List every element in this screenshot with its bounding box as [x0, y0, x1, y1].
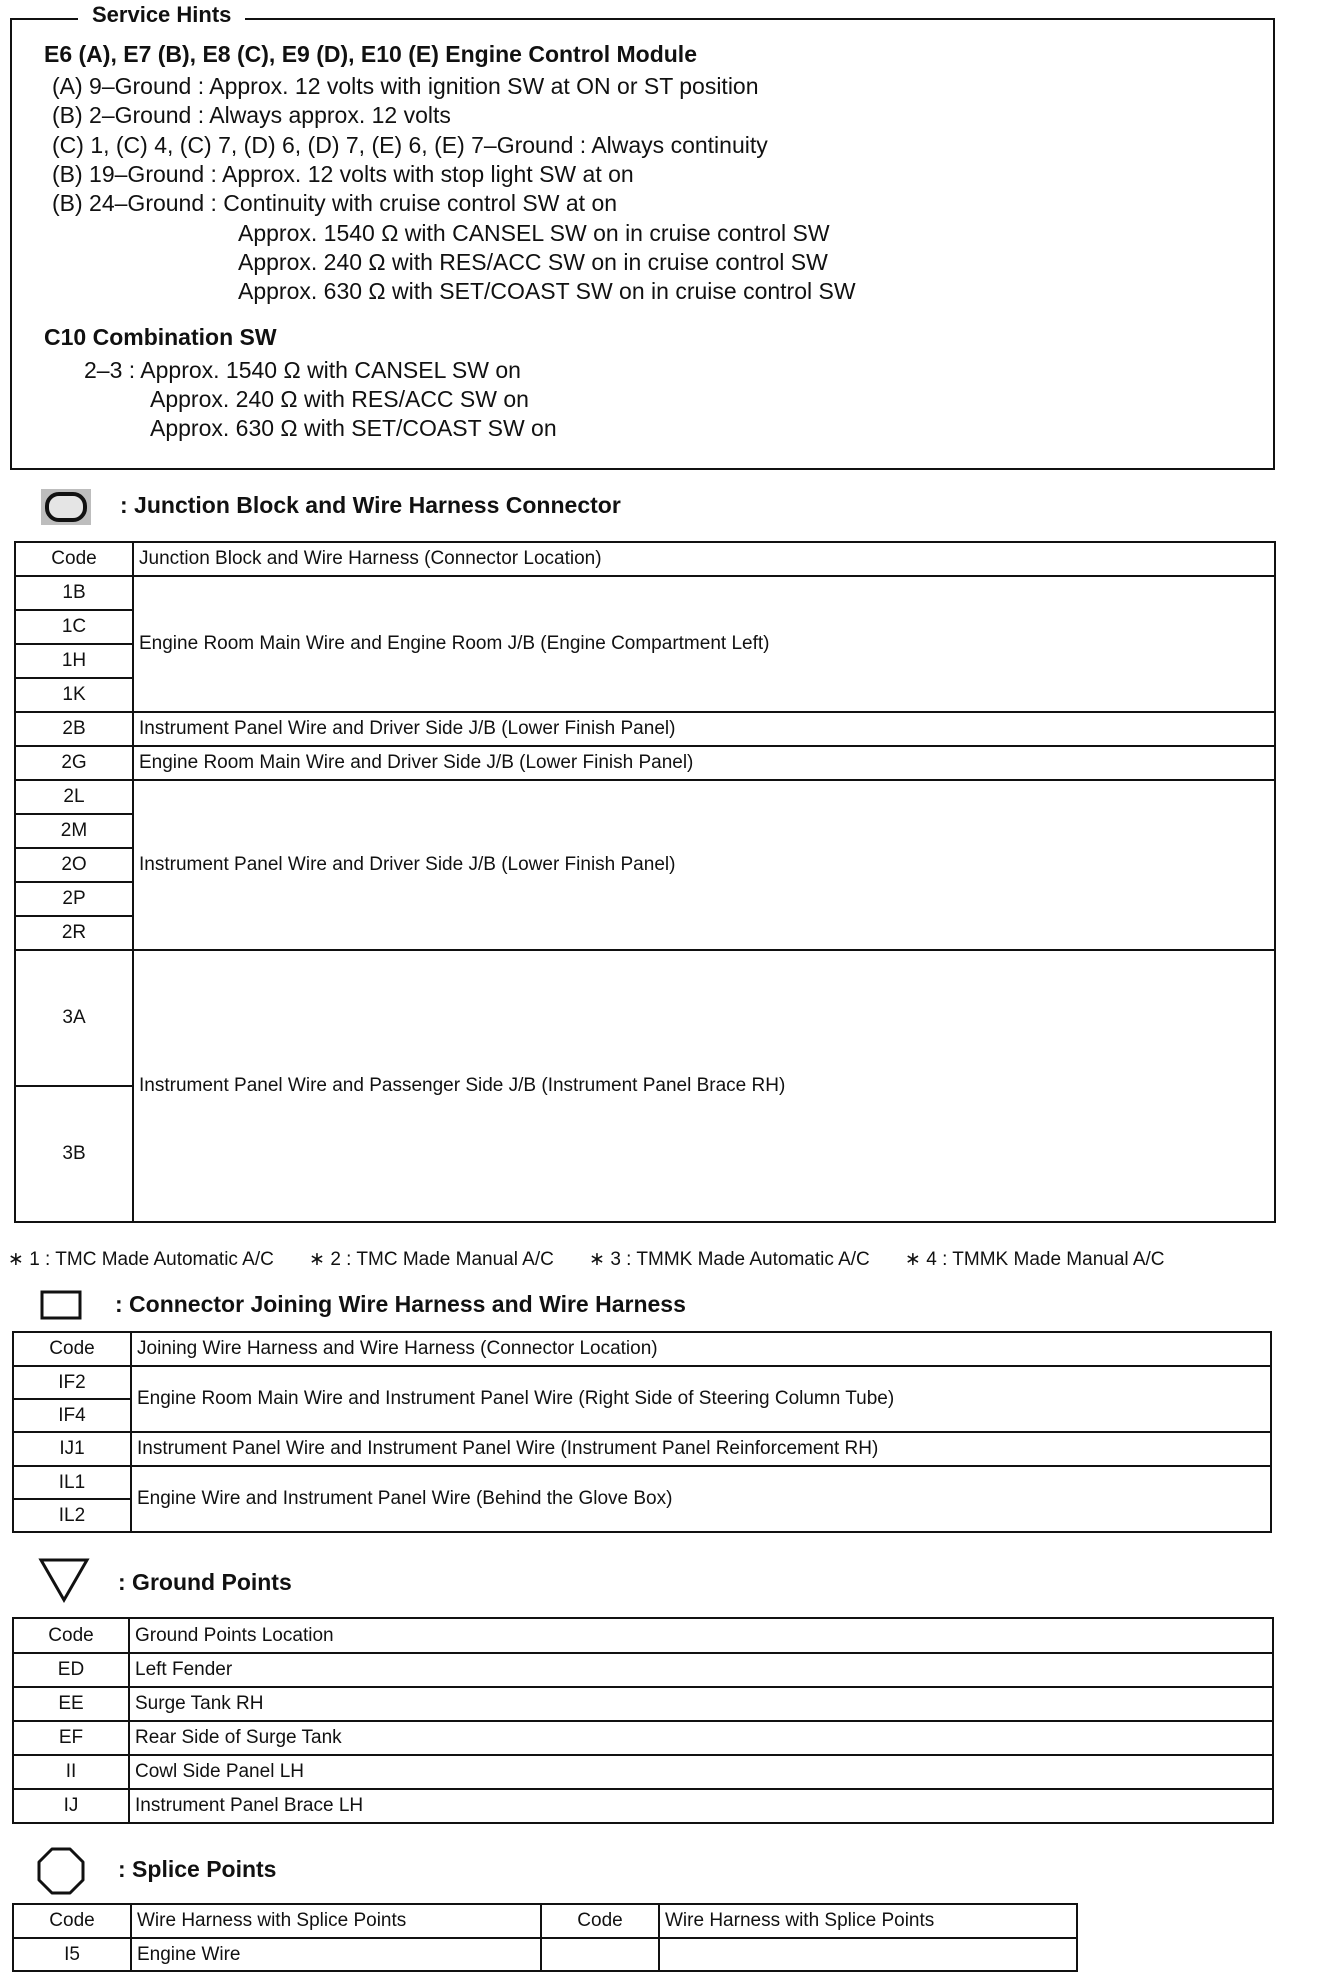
c10-line: 2–3 : Approx. 1540 Ω with CANSEL SW on [84, 357, 521, 383]
ground-location: Rear Side of Surge Tank [129, 1721, 1273, 1755]
header-code: Code [15, 542, 133, 576]
footnotes [8, 1248, 1195, 1271]
table-row [15, 576, 1275, 610]
ecm-line: Approx. 240 Ω with RES/ACC SW on in cruise control SW [238, 249, 828, 275]
connector-code: IL1 [13, 1466, 131, 1499]
junction-location: Engine Room Main Wire and Engine Room J/B (Engine Compartment Left) [133, 576, 1275, 712]
ground-code: IJ [13, 1789, 129, 1823]
junction-section-title: : Junction Block and Wire Harness Connector [120, 492, 621, 518]
footnote: ∗ 4 : TMMK Made Manual A/C [905, 1249, 1165, 1270]
connector-code: IF2 [13, 1366, 131, 1399]
table-row [13, 1687, 1273, 1721]
splice-code [541, 1938, 659, 1971]
ground-location: Left Fender [129, 1653, 1273, 1687]
ecm-line: (A) 9–Ground : Approx. 12 volts with ignition SW at ON or ST position [52, 73, 759, 99]
ground-code: EE [13, 1687, 129, 1721]
junction-code: 2M [15, 814, 133, 848]
connector-icon [40, 1290, 82, 1320]
table-row [13, 1466, 1271, 1499]
header-location: Junction Block and Wire Harness (Connector Location) [133, 542, 1275, 576]
junction-code: 1K [15, 678, 133, 712]
table-row [13, 1432, 1271, 1466]
connector-code: IJ1 [13, 1432, 131, 1466]
junction-location: Instrument Panel Wire and Driver Side J/B (Lower Finish Panel) [133, 712, 1275, 746]
junction-location: Instrument Panel Wire and Passenger Side J/B (Instrument Panel Brace RH) [133, 950, 1275, 1222]
footnote: ∗ 3 : TMMK Made Automatic A/C [589, 1249, 870, 1270]
connector-section-title: : Connector Joining Wire Harness and Wire Harness [115, 1291, 686, 1317]
table-row [15, 712, 1275, 746]
connector-table [12, 1331, 1272, 1533]
ground-code: ED [13, 1653, 129, 1687]
header-location: Joining Wire Harness and Wire Harness (Connector Location) [131, 1332, 1271, 1366]
ecm-line: (B) 19–Ground : Approx. 12 volts with stop light SW at on [52, 161, 634, 187]
connector-code: IF4 [13, 1399, 131, 1432]
junction-code: 2B [15, 712, 133, 746]
junction-location: Instrument Panel Wire and Driver Side J/B (Lower Finish Panel) [133, 780, 1275, 950]
header-code: Code [13, 1332, 131, 1366]
c10-line: Approx. 240 Ω with RES/ACC SW on [150, 386, 529, 412]
ecm-line: (C) 1, (C) 4, (C) 7, (D) 6, (D) 7, (E) 6, (E) 7–Ground : Always continuity [52, 132, 768, 158]
junction-code: 2G [15, 746, 133, 780]
connector-code: IL2 [13, 1499, 131, 1532]
ecm-line: Approx. 630 Ω with SET/COAST SW on in cruise control SW [238, 278, 856, 304]
c10-heading: C10 Combination SW [44, 324, 277, 350]
table-row [13, 1366, 1271, 1399]
junction-code: 1H [15, 644, 133, 678]
connector-location: Instrument Panel Wire and Instrument Panel Wire (Instrument Panel Reinforcement RH) [131, 1432, 1271, 1466]
junction-code: 1C [15, 610, 133, 644]
junction-code: 2P [15, 882, 133, 916]
junction-code: 3A [15, 950, 133, 1086]
junction-block-icon [40, 488, 92, 526]
ecm-line: (B) 24–Ground : Continuity with cruise control SW at on [52, 190, 618, 216]
ground-code: II [13, 1755, 129, 1789]
header-code: Code [541, 1904, 659, 1938]
ground-location: Cowl Side Panel LH [129, 1755, 1273, 1789]
splice-point-icon [36, 1846, 86, 1896]
table-header-row [13, 1332, 1271, 1366]
service-hints-title: Service Hints [78, 2, 245, 28]
junction-code: 1B [15, 576, 133, 610]
junction-location: Engine Room Main Wire and Driver Side J/B (Lower Finish Panel) [133, 746, 1275, 780]
table-row [15, 746, 1275, 780]
footnote: ∗ 2 : TMC Made Manual A/C [309, 1249, 554, 1270]
ecm-line: Approx. 1540 Ω with CANSEL SW on in cruise control SW [238, 220, 830, 246]
header-code: Code [13, 1904, 131, 1938]
table-row [13, 1653, 1273, 1687]
header-harness: Wire Harness with Splice Points [131, 1904, 541, 1938]
ground-section-title: : Ground Points [118, 1569, 292, 1595]
connector-location: Engine Room Main Wire and Instrument Panel Wire (Right Side of Steering Column Tube) [131, 1366, 1271, 1432]
junction-table [14, 541, 1276, 1223]
ground-code: EF [13, 1721, 129, 1755]
connector-location: Engine Wire and Instrument Panel Wire (Behind the Glove Box) [131, 1466, 1271, 1532]
table-row [13, 1755, 1273, 1789]
header-harness: Wire Harness with Splice Points [659, 1904, 1077, 1938]
table-header-row [15, 542, 1275, 576]
table-row [15, 950, 1275, 1086]
junction-code: 3B [15, 1086, 133, 1222]
table-row [13, 1938, 1077, 1971]
table-header-row [13, 1618, 1273, 1653]
header-location: Ground Points Location [129, 1618, 1273, 1653]
splice-section-title: : Splice Points [118, 1856, 277, 1882]
table-header-row [13, 1904, 1077, 1938]
table-row [15, 780, 1275, 814]
splice-harness [659, 1938, 1077, 1971]
junction-code: 2L [15, 780, 133, 814]
junction-code: 2R [15, 916, 133, 950]
splice-harness: Engine Wire [131, 1938, 541, 1971]
ground-point-icon [38, 1557, 90, 1603]
splice-code: I5 [13, 1938, 131, 1971]
ecm-heading: E6 (A), E7 (B), E8 (C), E9 (D), E10 (E) Engine Control Module [44, 41, 697, 67]
table-row [13, 1789, 1273, 1823]
junction-code: 2O [15, 848, 133, 882]
table-row [13, 1721, 1273, 1755]
ground-location: Surge Tank RH [129, 1687, 1273, 1721]
c10-line: Approx. 630 Ω with SET/COAST SW on [150, 415, 557, 441]
ground-location: Instrument Panel Brace LH [129, 1789, 1273, 1823]
splice-table [12, 1903, 1078, 1972]
header-code: Code [13, 1618, 129, 1653]
ground-table [12, 1617, 1274, 1824]
footnote: ∗ 1 : TMC Made Automatic A/C [8, 1249, 274, 1270]
ecm-line: (B) 2–Ground : Always approx. 12 volts [52, 102, 451, 128]
